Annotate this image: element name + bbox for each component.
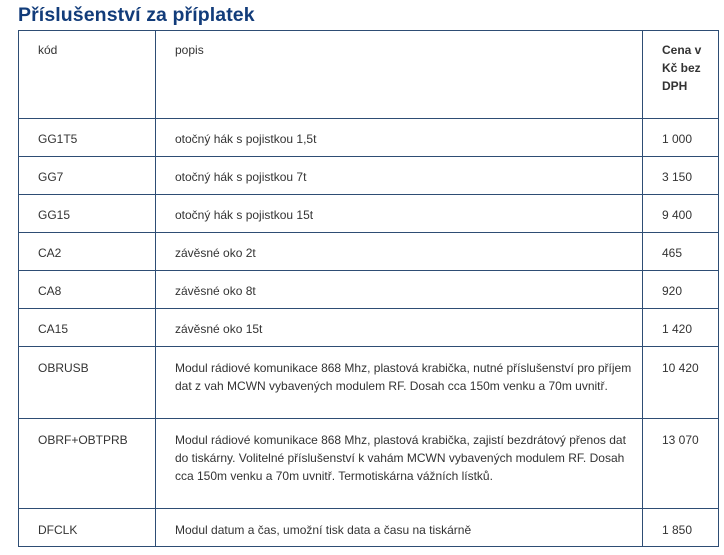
cell-code: CA15 — [19, 309, 156, 347]
cell-price: 465 — [643, 233, 719, 271]
cell-price: 13 070 — [643, 419, 719, 509]
cell-description: otočný hák s pojistkou 15t — [156, 195, 643, 233]
cell-code: GG15 — [19, 195, 156, 233]
cell-description: otočný hák s pojistkou 7t — [156, 157, 643, 195]
cell-description: otočný hák s pojistkou 1,5t — [156, 119, 643, 157]
cell-code: OBRF+OBTPRB — [19, 419, 156, 509]
cell-price: 920 — [643, 271, 719, 309]
table-row — [19, 419, 719, 509]
table-row — [19, 119, 719, 157]
cell-price: 1 850 — [643, 509, 719, 547]
cell-description: Modul rádiové komunikace 868 Mhz, plastová krabička, nutné příslušenství pro příjem dat z vah MCWN vybavených modulem RF. Dosah cca 150m venku a 70m uvnitř. — [156, 347, 643, 419]
cell-code: CA2 — [19, 233, 156, 271]
cell-code: CA8 — [19, 271, 156, 309]
table-row — [19, 271, 719, 309]
cell-description: Modul datum a čas, umožní tisk data a času na tiskárně — [156, 509, 643, 547]
cell-description: Modul rádiové komunikace 868 Mhz, plastová krabička, zajistí bezdrátový přenos dat do tiskárny. Volitelné příslušenství k vahám MCWN vybavených modulem RF. Dosah cca 150m venku a 70m uvnitř. Termotiskárna vážních lístků. — [156, 419, 643, 509]
cell-code: GG1T5 — [19, 119, 156, 157]
cell-description: závěsné oko 15t — [156, 309, 643, 347]
cell-description: závěsné oko 8t — [156, 271, 643, 309]
table-row — [19, 195, 719, 233]
cell-description: závěsné oko 2t — [156, 233, 643, 271]
table-row — [19, 509, 719, 547]
cell-price: 1 000 — [643, 119, 719, 157]
table-row — [19, 157, 719, 195]
cell-price: 1 420 — [643, 309, 719, 347]
header-code: kód — [19, 31, 156, 119]
cell-code: OBRUSB — [19, 347, 156, 419]
cell-price: 9 400 — [643, 195, 719, 233]
table-row — [19, 309, 719, 347]
header-description: popis — [156, 31, 643, 119]
cell-price: 3 150 — [643, 157, 719, 195]
cell-price: 10 420 — [643, 347, 719, 419]
accessories-table — [18, 30, 719, 547]
table-header-row — [19, 31, 719, 119]
table-row — [19, 233, 719, 271]
cell-code: GG7 — [19, 157, 156, 195]
cell-code: DFCLK — [19, 509, 156, 547]
header-price: Cena v Kč bez DPH — [643, 31, 719, 119]
page-title: Příslušenství za příplatek — [18, 4, 255, 26]
table-row — [19, 347, 719, 419]
